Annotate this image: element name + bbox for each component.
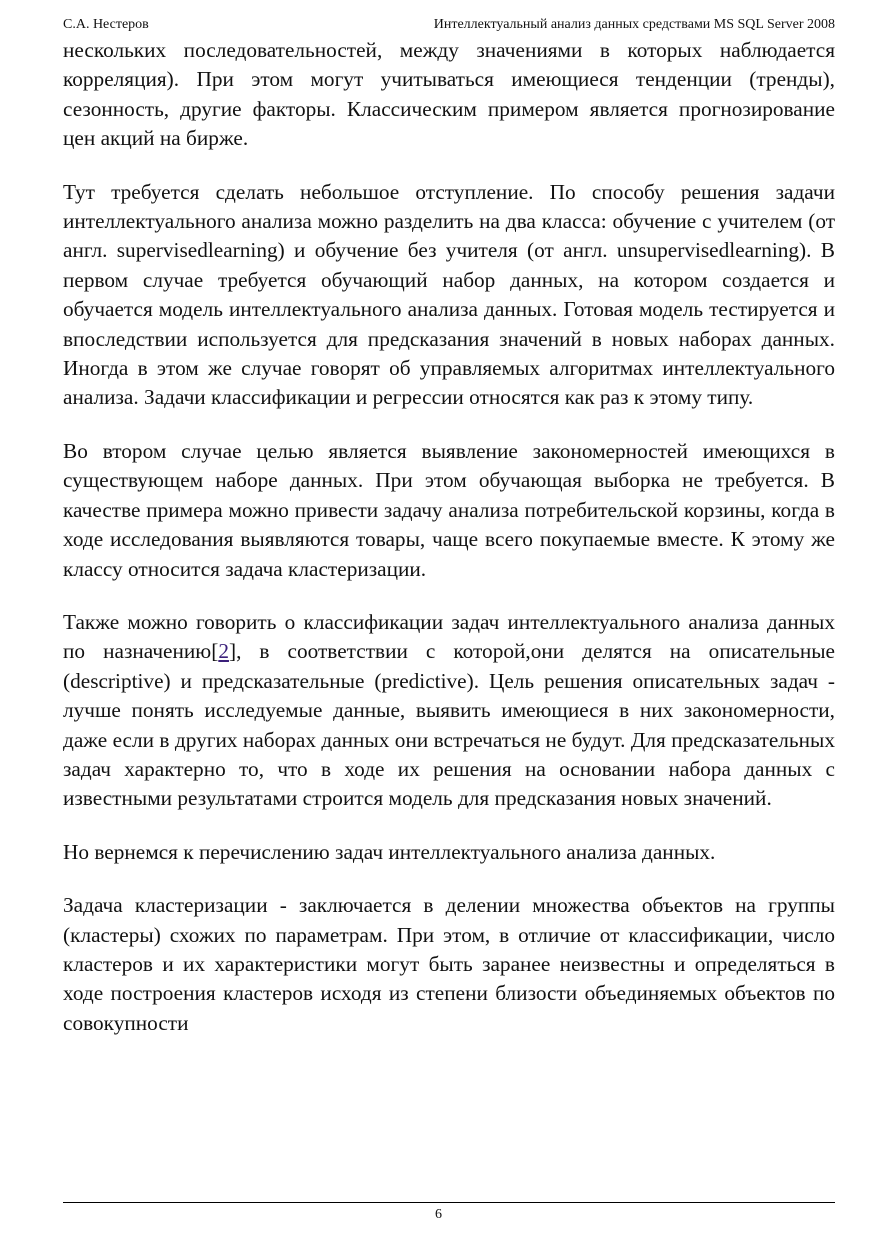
page-header <box>63 16 835 36</box>
reference-link[interactable]: 2 <box>218 639 229 664</box>
page-number: 6 <box>435 1207 442 1222</box>
header-book-title: Интеллектуальный анализ данных средствами MS SQL Server 2008 <box>433 17 835 32</box>
paragraph-continuation: нескольких последовательностей, между значениями в которых наблюдается корреляция). При этом могут учитываться имеющиеся тенденции (тренды), сезонность, другие факторы. Классическим примером является прогнозирование цен акций на бирже. <box>63 38 835 151</box>
document-body <box>63 36 835 1038</box>
paragraph-learning-types: Тут требуется сделать небольшое отступление. По способу решения задачи интеллектуального анализа можно разделить на два класса: обучение с учителем (от англ. supervisedlearning) и обучение без учителя (от англ. unsupervisedlearning). В первом случае требуется обучающий набор данных, на котором создается и обучается модель интеллектуального анализа данных. Готовая модель тестируется и впоследствии используется для предсказания значений в новых наборах данных. Иногда в этом же случае говорят об управляемых алгоритмах интеллектуального анализа. Задачи классификации и регрессии относятся как раз к этому типу. <box>63 179 835 410</box>
paragraph-task-purpose-text-2: , в соответствии с которой,они делятся на описательные (descriptive) и предсказательные (predictive). Цель решения описательных задач - лучше понять исследуемые данные, выявить имеющиеся в них закономерности, даже если в других наборах данных они встречаться не будут. Для предсказательных задач характерно то, что в ходе их решения на основании набора данных с известными результатами строится модель для предсказания новых значений. <box>63 639 835 811</box>
reference-bracket-open: [ <box>211 639 219 664</box>
paragraph-task-purpose <box>63 608 835 814</box>
paragraph-clustering: Задача кластеризации - заключается в делении множества объектов на группы (кластеры) схожих по параметрам. При этом, в отличие от классификации, число кластеров и их характеристики могут быть заранее неизвестны и определяться в ходе построения кластеров исходя из степени близости объединяемых объектов по совокупности <box>63 893 835 1035</box>
paragraph-return-to-list: Но вернемся к перечислению задач интеллектуального анализа данных. <box>63 839 716 864</box>
paragraph-task-purpose-text-1: Также можно говорить о классификации задач интеллектуального анализа данных по назначению <box>63 609 835 664</box>
reference-bracket-close: ] <box>228 639 237 664</box>
paragraph-unsupervised: Во втором случае целью является выявление закономерностей имеющихся в существующем наборе данных. При этом обучающая выборка не требуется. В качестве примера можно привести задачу анализа потребительской корзины, когда в ходе исследования выявляются товары, чаще всего покупаемые вместе. К этому же классу относится задача кластеризации. <box>63 438 835 581</box>
header-author: С.А. Нестеров <box>63 17 149 32</box>
footer-divider <box>63 1202 835 1203</box>
